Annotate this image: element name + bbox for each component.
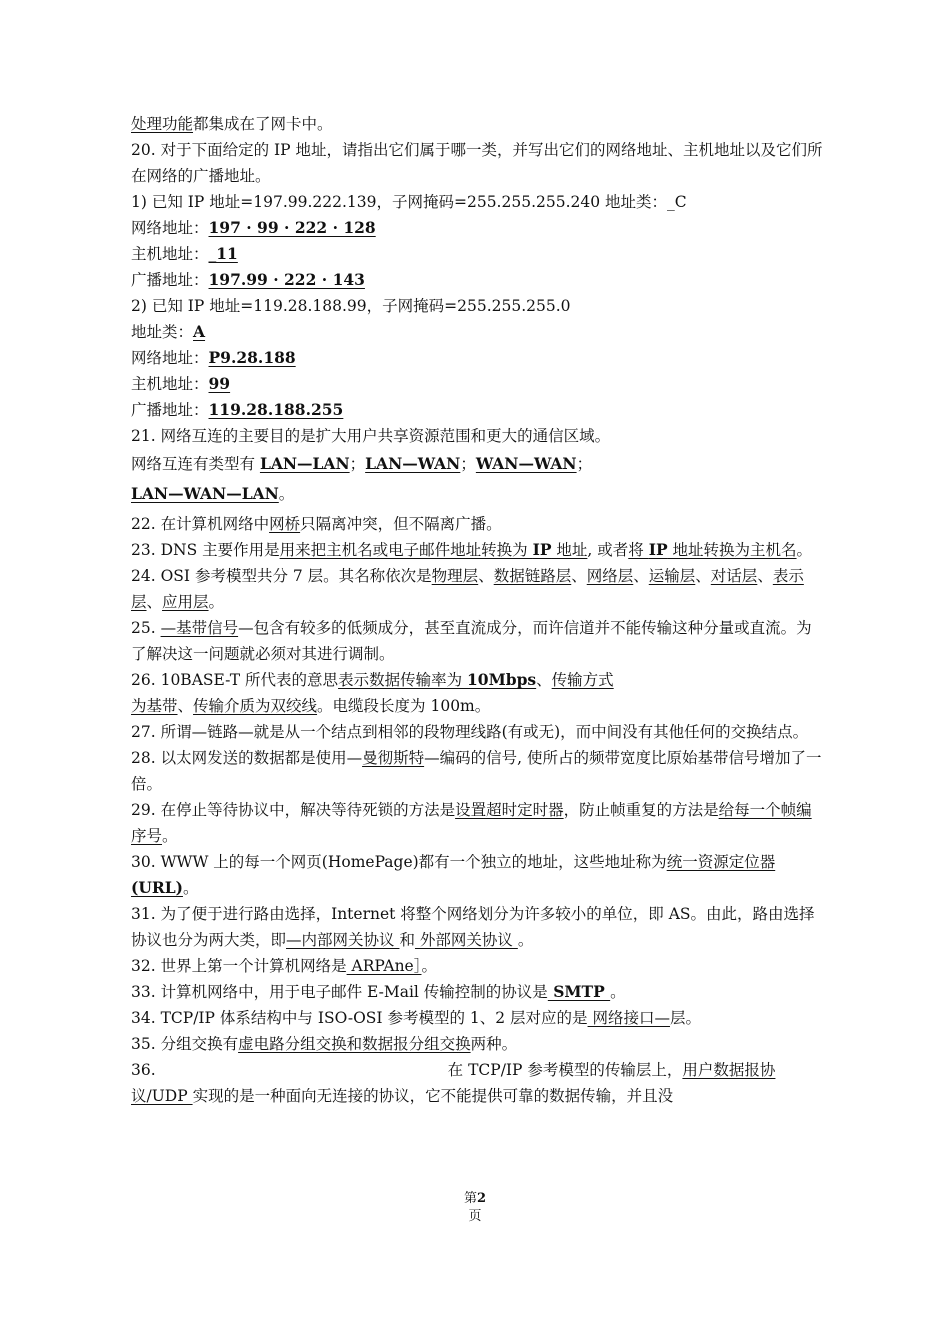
- answer-1-broadcast: 广播地址：197.99 · 222 · 143: [131, 270, 365, 289]
- question-28: 28. 以太网发送的数据都是使用—曼彻斯特—编码的信号, 使所占的频带宽度比原始基带信号增加了一倍。: [131, 749, 822, 793]
- answer-1-host: 主机地址：_11: [131, 244, 238, 263]
- page-body: [131, 111, 825, 1109]
- question-24: 24. OSI 参考模型共分 7 层。其名称依次是物理层、数据链路层、网络层、运输层、对话层、表示层、应用层。: [131, 567, 804, 611]
- question-29: 29. 在停止等待协议中，解决等待死锁的方法是设置超时定时器，防止帧重复的方法是给每一个帧编序号。: [131, 801, 812, 845]
- question-31: 31. 为了便于进行路由选择，Internet 将整个网络划分为许多较小的单位，即 AS。由此，路由选择协议也分为两大类，即—内部网关协议 和 外部网关协议 。: [131, 905, 815, 949]
- page-footer: [0, 1190, 950, 1226]
- question-22: 22. 在计算机网络中网桥只隔离冲突，但不隔离广播。: [131, 515, 502, 533]
- answer-1-network: 网络地址：197 · 99 · 222 · 128: [131, 218, 376, 237]
- question-33: 33. 计算机网络中，用于电子邮件 E-Mail 传输控制的协议是 SMTP 。: [131, 982, 626, 1001]
- question-21: 21. 网络互连的主要目的是扩大用户共享资源范围和更大的通信区域。: [131, 427, 611, 445]
- question-34: 34. TCP/IP 体系结构中与 ISO-OSI 参考模型的 1、2 层对应的是 网络接口—层。: [131, 1009, 701, 1027]
- question-21-types: 网络互连有类型有 LAN—LAN；LAN—WAN；WAN—WAN； LAN—WAN—LAN。: [131, 454, 593, 503]
- question-26: 26. 10BASE-T 所代表的意思表示数据传输率为 10Mbps、传输方式 为基带、传输介质为双绞线。电缆段长度为 100m。: [131, 670, 614, 715]
- question-30: 30. WWW 上的每一个网页(HomePage)都有一个独立的地址，这些地址称为统一资源定位器(URL)。: [131, 853, 776, 897]
- page-number-suffix: 页: [468, 1209, 482, 1224]
- question-35: 35. 分组交换有虚电路分组交换和数据报分组交换两种。: [131, 1035, 518, 1053]
- answer-2-broadcast: 广播地址：119.28.188.255: [131, 400, 344, 419]
- question-27: 27. 所谓—链路—就是从一个结点到相邻的段物理线路(有或无)，而中间没有其他任何的交换结点。: [131, 723, 809, 741]
- answer-2-host: 主机地址：99: [131, 374, 231, 393]
- page-number: 第2: [463, 1191, 487, 1206]
- question-20-part-2: 2) 已知 IP 地址=119.28.188.99，子网掩码=255.255.255.0: [131, 297, 571, 315]
- answer-2-network: 网络地址：P9.28.188: [131, 348, 296, 367]
- question-25: 25. —基带信号—包含有较多的低频成分，甚至直流成分，而许信道并不能传输这种分量或直流。为了解决这一问题就必须对其进行调制。: [131, 619, 812, 663]
- answer-2-class: 地址类：A: [131, 322, 206, 341]
- question-20-part-1: 1) 已知 IP 地址=197.99.222.139，子网掩码=255.255.255.240 地址类：_C: [131, 193, 687, 211]
- paragraph-continuation: 处理功能都集成在了网卡中。: [131, 115, 333, 133]
- question-23: 23. DNS 主要作用是用来把主机名或电子邮件地址转换为 IP 地址, 或者将 IP 地址转换为主机名。: [131, 540, 813, 559]
- question-20: 20. 对于下面给定的 IP 地址，请指出它们属于哪一类，并写出它们的网络地址、主机地址以及它们所在网络的广播地址。: [131, 141, 823, 185]
- question-32: 32. 世界上第一个计算机网络是 ARPAne］。: [131, 957, 437, 975]
- question-36: 36. 在 TCP/IP 参考模型的传输层上，用户数据报协议/UDP 实现的是一种面向无连接的协议，它不能提供可靠的数据传输，并且没: [131, 1061, 776, 1105]
